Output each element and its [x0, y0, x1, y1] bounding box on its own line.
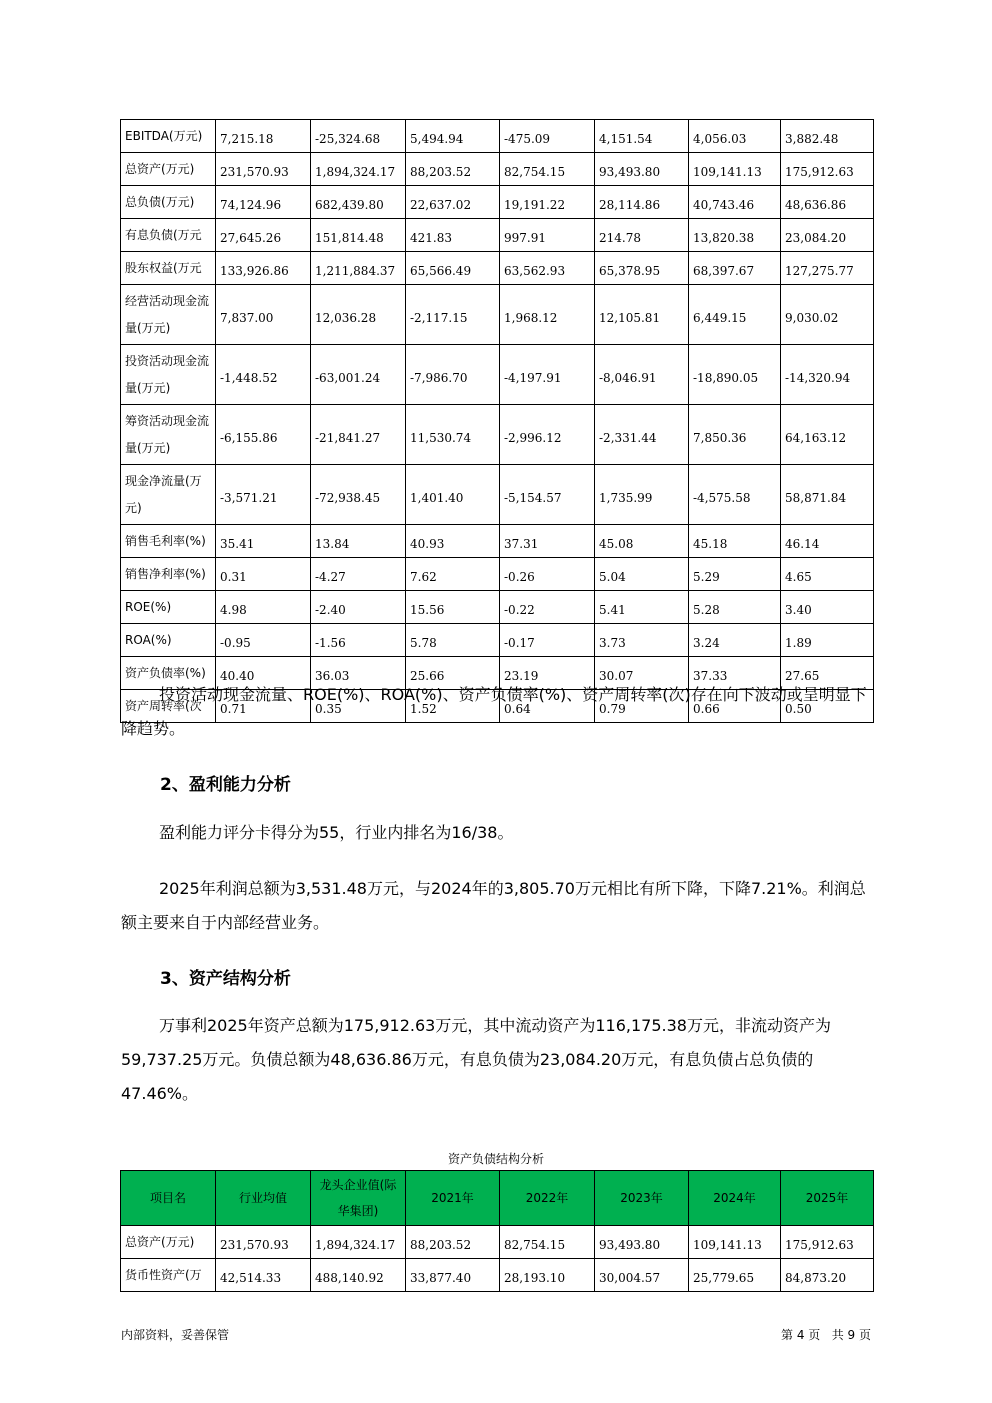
table-cell: 0.79	[595, 690, 689, 723]
table-cell: 12,036.28	[311, 285, 406, 345]
table-cell: -25,324.68	[311, 120, 406, 153]
table-cell: 19,191.22	[500, 186, 595, 219]
table-cell: 7.62	[406, 558, 500, 591]
column-header: 项目名	[121, 1171, 216, 1226]
table-cell: -4,197.91	[500, 345, 595, 405]
table-row	[121, 624, 874, 657]
row-label: 销售毛利率(%)	[121, 525, 216, 558]
column-header: 2025年	[781, 1171, 874, 1226]
structure-table-body	[121, 1226, 874, 1292]
table-cell: 65,566.49	[406, 252, 500, 285]
table-cell: 5,494.94	[406, 120, 500, 153]
table-cell: 93,493.80	[595, 153, 689, 186]
table-cell: 7,837.00	[216, 285, 311, 345]
table-cell: 13,820.38	[689, 219, 781, 252]
table-cell: 5.04	[595, 558, 689, 591]
row-label: 投资活动现金流量(万元)	[121, 345, 216, 405]
footer-confidential-note: 内部资料，妥善保管	[121, 1328, 230, 1342]
table-cell: 30,004.57	[595, 1259, 689, 1292]
table-cell: 27.65	[781, 657, 874, 690]
row-label: ROA(%)	[121, 624, 216, 657]
table-cell: 93,493.80	[595, 1226, 689, 1259]
profitability-heading: 2、盈利能力分析	[160, 775, 291, 795]
table-cell: -63,001.24	[311, 345, 406, 405]
table-cell: 84,873.20	[781, 1259, 874, 1292]
table-cell: 3,882.48	[781, 120, 874, 153]
table-row	[121, 345, 874, 405]
table-cell: 25.66	[406, 657, 500, 690]
table-row	[121, 252, 874, 285]
table-row	[121, 153, 874, 186]
row-label: ROE(%)	[121, 591, 216, 624]
table-cell: 175,912.63	[781, 153, 874, 186]
table-row	[121, 219, 874, 252]
table-cell: 0.71	[216, 690, 311, 723]
table-cell: -0.22	[500, 591, 595, 624]
table-cell: -2,331.44	[595, 405, 689, 465]
table-cell: 231,570.93	[216, 153, 311, 186]
asset-liability-structure-table	[120, 1170, 874, 1292]
table-cell: 133,926.86	[216, 252, 311, 285]
financial-metrics-table	[120, 119, 874, 723]
table-cell: 40,743.46	[689, 186, 781, 219]
table-cell: 5.29	[689, 558, 781, 591]
table-cell: 127,275.77	[781, 252, 874, 285]
table-cell: 28,193.10	[500, 1259, 595, 1292]
table-cell: 6,449.15	[689, 285, 781, 345]
column-header: 2023年	[595, 1171, 689, 1226]
table-row	[121, 120, 874, 153]
table-cell: 0.50	[781, 690, 874, 723]
table-cell: 27,645.26	[216, 219, 311, 252]
table-cell: 0.64	[500, 690, 595, 723]
table-cell: 3.24	[689, 624, 781, 657]
table-cell: -0.26	[500, 558, 595, 591]
table-cell: 45.08	[595, 525, 689, 558]
table-cell: -1.56	[311, 624, 406, 657]
table-cell: 35.41	[216, 525, 311, 558]
table-cell: 33,877.40	[406, 1259, 500, 1292]
table-cell: 4.65	[781, 558, 874, 591]
table-cell: 23.19	[500, 657, 595, 690]
table-cell: -2.40	[311, 591, 406, 624]
table-cell: 7,850.36	[689, 405, 781, 465]
row-label: 总负债(万元)	[121, 186, 216, 219]
table-row	[121, 285, 874, 345]
row-label: 资产周转率(次	[121, 690, 216, 723]
table-cell: 37.33	[689, 657, 781, 690]
row-label: 销售净利率(%)	[121, 558, 216, 591]
table-cell: 63,562.93	[500, 252, 595, 285]
table-cell: 45.18	[689, 525, 781, 558]
footer-page-number: 第 4 页 共 9 页	[781, 1328, 871, 1342]
table-cell: -5,154.57	[500, 465, 595, 525]
column-header: 行业均值	[216, 1171, 311, 1226]
table-row	[121, 558, 874, 591]
table-cell: 40.40	[216, 657, 311, 690]
table-cell: 48,636.86	[781, 186, 874, 219]
table-cell: 4,151.54	[595, 120, 689, 153]
table-cell: 30.07	[595, 657, 689, 690]
table-cell: 1,211,884.37	[311, 252, 406, 285]
score-paragraph: 盈利能力评分卡得分为55，行业内排名为16/38。	[159, 823, 514, 842]
row-label: 经营活动现金流量(万元)	[121, 285, 216, 345]
table-cell: 109,141.13	[689, 153, 781, 186]
table-cell: -72,938.45	[311, 465, 406, 525]
table-cell: 65,378.95	[595, 252, 689, 285]
table-cell: 46.14	[781, 525, 874, 558]
table-cell: -14,320.94	[781, 345, 874, 405]
trend-paragraph: 投资活动现金流量、ROE(%)、ROA(%)、资产负债率(%)、资产周转率(次)存在向下波动或呈明显下降趋势。	[121, 685, 867, 738]
table-cell: 4,056.03	[689, 120, 781, 153]
table-row	[121, 1226, 874, 1259]
row-label: EBITDA(万元)	[121, 120, 216, 153]
table-cell: -4,575.58	[689, 465, 781, 525]
metrics-table-body	[121, 120, 874, 723]
table-cell: 13.84	[311, 525, 406, 558]
row-label: 有息负债(万元	[121, 219, 216, 252]
table-cell: -2,996.12	[500, 405, 595, 465]
table-cell: 1,894,324.17	[311, 1226, 406, 1259]
table-cell: -0.95	[216, 624, 311, 657]
table-cell: 28,114.86	[595, 186, 689, 219]
table-cell: 5.78	[406, 624, 500, 657]
table-cell: -2,117.15	[406, 285, 500, 345]
table-cell: 68,397.67	[689, 252, 781, 285]
table-cell: 22,637.02	[406, 186, 500, 219]
table-cell: -3,571.21	[216, 465, 311, 525]
table-cell: -8,046.91	[595, 345, 689, 405]
table-cell: 12,105.81	[595, 285, 689, 345]
table-cell: 7,215.18	[216, 120, 311, 153]
profit-paragraph: 2025年利润总额为3,531.48万元，与2024年的3,805.70万元相比有所下降，下降7.21%。利润总额主要来自于内部经营业务。	[121, 879, 866, 932]
table-cell: 58,871.84	[781, 465, 874, 525]
table-cell: 40.93	[406, 525, 500, 558]
table-cell: 5.28	[689, 591, 781, 624]
table-cell: -7,986.70	[406, 345, 500, 405]
table-cell: 0.31	[216, 558, 311, 591]
table-cell: -1,448.52	[216, 345, 311, 405]
row-label: 总资产(万元)	[121, 1226, 216, 1259]
row-label: 资产负债率(%)	[121, 657, 216, 690]
table-cell: 36.03	[311, 657, 406, 690]
table-cell: 3.73	[595, 624, 689, 657]
table-cell: 82,754.15	[500, 1226, 595, 1259]
table-row	[121, 465, 874, 525]
table-cell: -475.09	[500, 120, 595, 153]
structure-table-title: 资产负债结构分析	[447, 1152, 544, 1166]
table-cell: 9,030.02	[781, 285, 874, 345]
table-cell: 0.35	[311, 690, 406, 723]
table-cell: 4.98	[216, 591, 311, 624]
asset-structure-paragraph: 万事利2025年资产总额为175,912.63万元，其中流动资产为116,175.38万元，非流动资产为59,737.25万元。负债总额为48,636.86万元，有息负债为23,084.20万元，有息负债占总负债的47.46%。	[121, 1016, 831, 1103]
table-cell: 1,735.99	[595, 465, 689, 525]
table-cell: 23,084.20	[781, 219, 874, 252]
column-header: 2024年	[689, 1171, 781, 1226]
table-cell: 421.83	[406, 219, 500, 252]
table-cell: 42,514.33	[216, 1259, 311, 1292]
table-cell: 109,141.13	[689, 1226, 781, 1259]
structure-table-header-row	[121, 1171, 874, 1226]
table-cell: -6,155.86	[216, 405, 311, 465]
table-cell: 488,140.92	[311, 1259, 406, 1292]
table-row	[121, 525, 874, 558]
table-cell: 151,814.48	[311, 219, 406, 252]
row-label: 总资产(万元)	[121, 153, 216, 186]
table-cell: 37.31	[500, 525, 595, 558]
table-cell: 1,894,324.17	[311, 153, 406, 186]
table-cell: 11,530.74	[406, 405, 500, 465]
table-cell: 1,968.12	[500, 285, 595, 345]
table-cell: 25,779.65	[689, 1259, 781, 1292]
column-header: 龙头企业值(际华集团)	[311, 1171, 406, 1226]
table-cell: 0.66	[689, 690, 781, 723]
row-label: 货币性资产(万	[121, 1259, 216, 1292]
table-cell: 1.52	[406, 690, 500, 723]
table-cell: 231,570.93	[216, 1226, 311, 1259]
table-cell: 15.56	[406, 591, 500, 624]
row-label: 股东权益(万元	[121, 252, 216, 285]
column-header: 2021年	[406, 1171, 500, 1226]
table-cell: 1.89	[781, 624, 874, 657]
table-cell: 214.78	[595, 219, 689, 252]
table-cell: -4.27	[311, 558, 406, 591]
table-cell: 682,439.80	[311, 186, 406, 219]
table-cell: 5.41	[595, 591, 689, 624]
table-cell: -0.17	[500, 624, 595, 657]
table-cell: 74,124.96	[216, 186, 311, 219]
table-cell: 88,203.52	[406, 153, 500, 186]
table-cell: 175,912.63	[781, 1226, 874, 1259]
table-row	[121, 1259, 874, 1292]
table-cell: -21,841.27	[311, 405, 406, 465]
column-header: 2022年	[500, 1171, 595, 1226]
table-cell: -18,890.05	[689, 345, 781, 405]
table-cell: 3.40	[781, 591, 874, 624]
row-label: 现金净流量(万元)	[121, 465, 216, 525]
table-row	[121, 186, 874, 219]
asset-structure-heading: 3、资产结构分析	[160, 969, 291, 989]
row-label: 筹资活动现金流量(万元)	[121, 405, 216, 465]
table-cell: 82,754.15	[500, 153, 595, 186]
table-row	[121, 591, 874, 624]
table-cell: 64,163.12	[781, 405, 874, 465]
table-cell: 997.91	[500, 219, 595, 252]
table-cell: 88,203.52	[406, 1226, 500, 1259]
table-row	[121, 405, 874, 465]
table-cell: 1,401.40	[406, 465, 500, 525]
